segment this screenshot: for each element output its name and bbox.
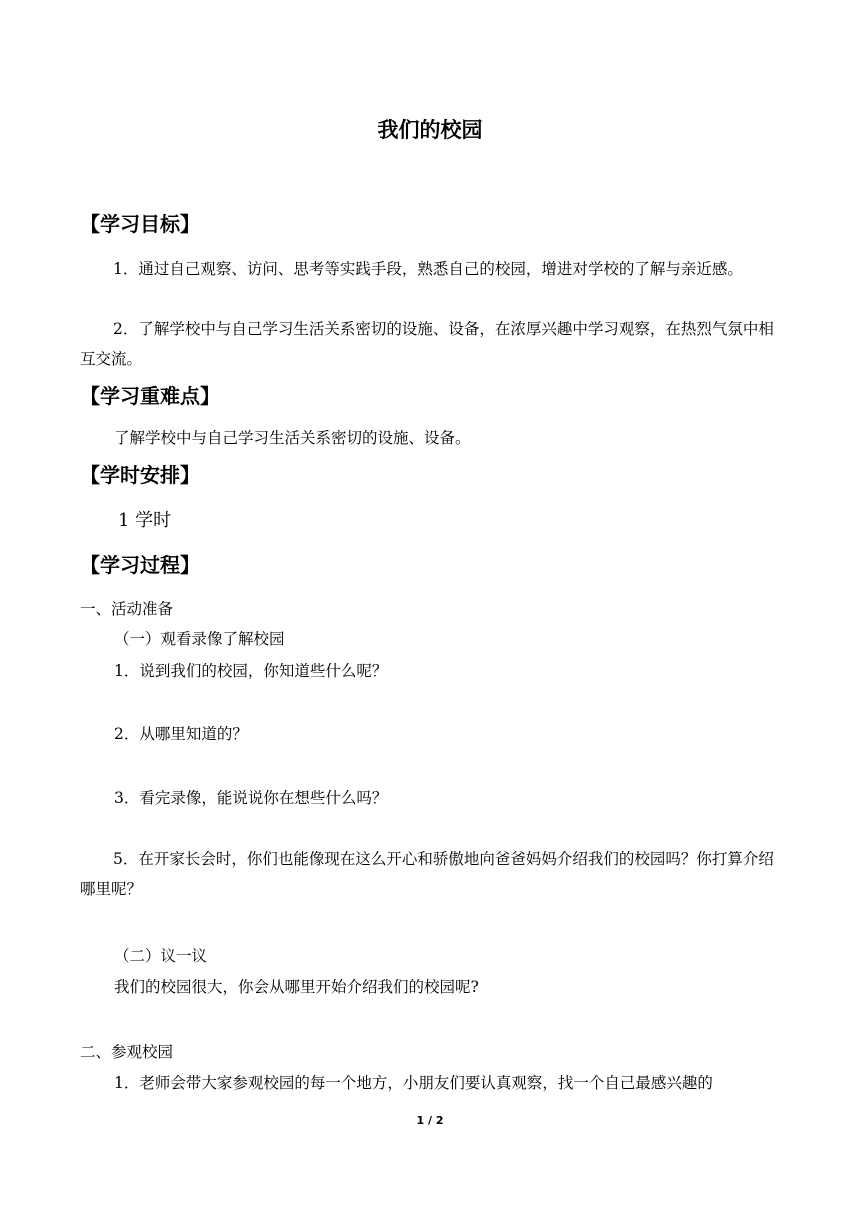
- process-part2-item-1: 1．老师会带大家参观校园的每一个地方，小朋友们要认真观察，找一个自己最感兴趣的: [114, 1074, 713, 1092]
- document-title: 我们的校园: [377, 118, 483, 142]
- heading-schedule: 【学时安排】: [80, 463, 200, 487]
- process-question-5: 5．在开家长会时，你们也能像现在这么开心和骄傲地向爸爸妈妈介绍我们的校园吗？你打算介绍哪里呢？: [80, 850, 774, 898]
- process-part1-sub1: （一）观看录像了解校园: [114, 630, 285, 648]
- objective-item-2: 2．了解学校中与自己学习生活关系密切的设施、设备，在浓厚兴趣中学习观察，在热烈气氛中相互交流。: [80, 320, 774, 368]
- process-question-1: 1．说到我们的校园，你知道些什么呢？: [114, 662, 388, 680]
- key-points-text: 了解学校中与自己学习生活关系密切的设施、设备。: [114, 429, 471, 447]
- schedule-text: 1 学时: [118, 510, 172, 531]
- page-number: 1 / 2: [416, 1114, 444, 1127]
- objective-item-1: 1．通过自己观察、访问、思考等实践手段，熟悉自己的校园，增进对学校的了解与亲近感。: [113, 260, 743, 278]
- heading-objectives: 【学习目标】: [80, 212, 200, 236]
- heading-key-points: 【学习重难点】: [80, 384, 220, 408]
- process-question-3: 3．看完录像，能说说你在想些什么吗？: [114, 789, 388, 807]
- process-part1-label: 一、活动准备: [80, 600, 174, 618]
- process-part1-sub2: （二）议一议: [114, 947, 208, 965]
- process-part2-label: 二、参观校园: [80, 1043, 174, 1061]
- process-discuss-text: 我们的校园很大，你会从哪里开始介绍我们的校园呢?: [114, 978, 479, 996]
- heading-process: 【学习过程】: [80, 553, 200, 577]
- process-question-2: 2．从哪里知道的？: [114, 725, 248, 743]
